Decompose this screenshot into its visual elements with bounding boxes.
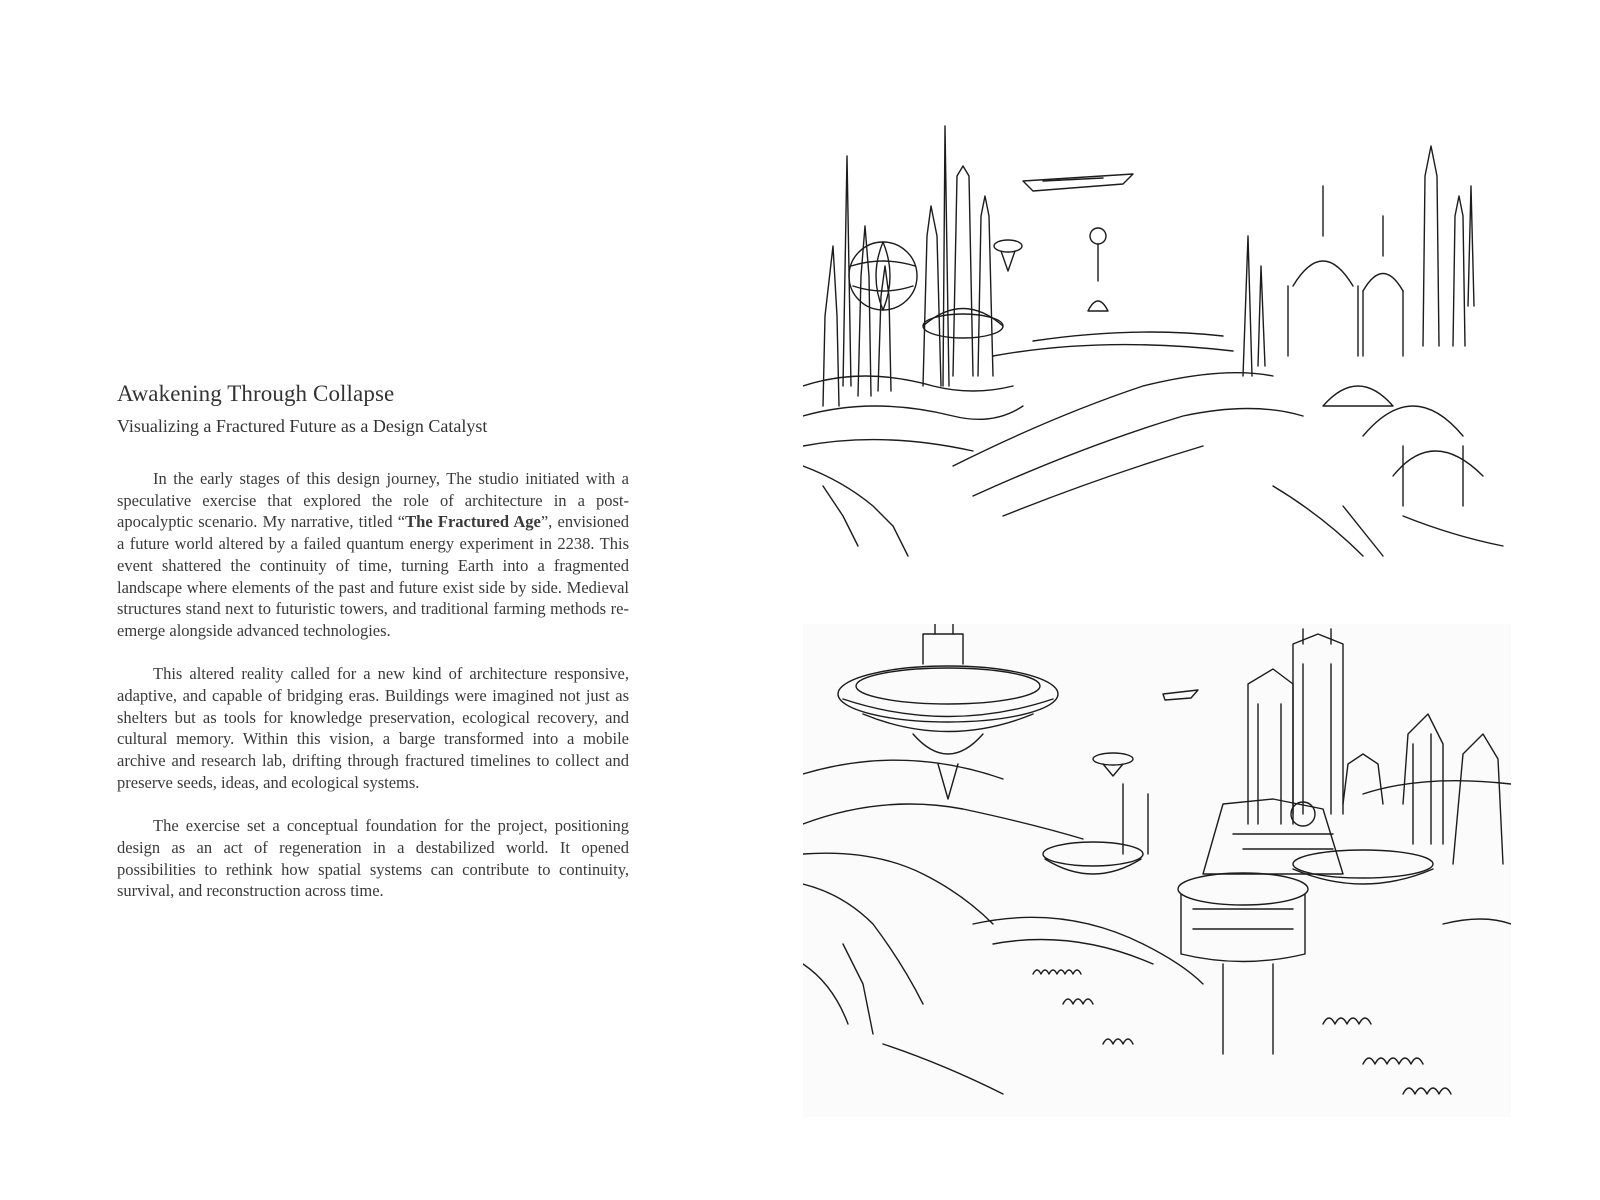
- page-title: Awakening Through Collapse: [117, 381, 395, 406]
- page-subtitle: Visualizing a Fractured Future as a Design Catalyst: [117, 416, 488, 436]
- fractured-city-sketch: [803, 86, 1511, 573]
- paragraph-1-text-start: In the early stages of this design journey, The studio initiated with a speculative exercise that explored the role of architecture in a post-apocalyptic scenario. My narrative, titled “: [117, 469, 629, 532]
- narrative-title: The Fractured Age: [405, 512, 541, 532]
- fractured-city-sketch-drawing: [803, 86, 1511, 573]
- futuristic-canyon-sketch: [803, 624, 1511, 1117]
- text-column: [117, 380, 629, 924]
- paragraph-2: This altered reality called for a new kind of architecture responsive, adaptive, and capable of bridging eras. Buildings were imagined not just as shelters but as tools for knowledge preservation, ecological recovery, and cultural memory. Within this vision, a barge transformed into a mobile archive and research lab, drifting through fractured timelines to collect and preserve seeds, ideas, and ecological systems.: [117, 664, 629, 792]
- paragraph-1: [117, 468, 629, 642]
- body-text: [117, 468, 629, 902]
- futuristic-canyon-sketch-drawing: [803, 624, 1511, 1117]
- paragraph-1-text-end: ”, envisioned a future world altered by a failed quantum energy experiment in 2238. This event shattered the continuity of time, turning Earth into a fragmented landscape where elements of the past and future exist side by side. Medieval structures stand next to futuristic towers, and traditional farming methods re-emerge alongside advanced technologies.: [117, 512, 629, 640]
- paragraph-3: The exercise set a conceptual foundation for the project, positioning design as an act of regeneration in a destabilized world. It opened possibilities to rethink how spatial systems can contribute to continuity, survival, and reconstruction across time.: [117, 816, 629, 901]
